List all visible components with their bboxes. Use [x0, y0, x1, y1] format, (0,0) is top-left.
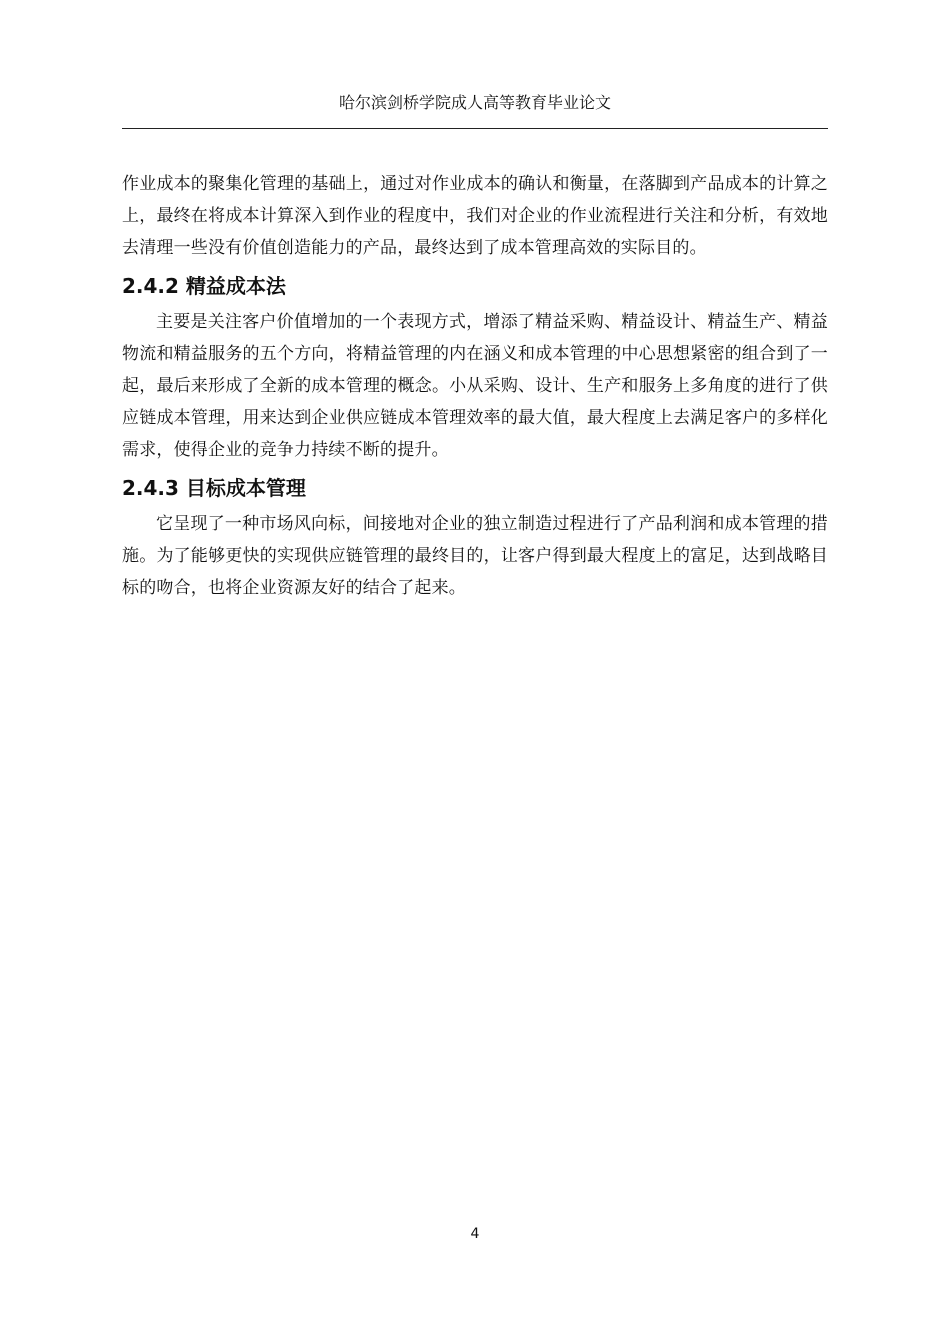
running-header: 哈尔滨剑桥学院成人高等教育毕业论文 [338, 93, 611, 112]
page-number: 4 [470, 1226, 480, 1242]
paragraph-target-cost: 它呈现了一种市场风向标，间接地对企业的独立制造过程进行了产品利润和成本管理的措施。为了能够更快的实现供应链管理的最终目的，让客户得到最大程度上的富足，达到战略目标的吻合，也将企业资源友好的结合了起来。 [122, 514, 828, 598]
section-heading-2-4-2: 2.4.2 精益成本法 [122, 274, 286, 298]
page-body [122, 168, 828, 604]
section-heading-2-4-3: 2.4.3 目标成本管理 [122, 476, 306, 500]
paragraph-continuation: 作业成本的聚集化管理的基础上，通过对作业成本的确认和衡量，在落脚到产品成本的计算之上，最终在将成本计算深入到作业的程度中，我们对企业的作业流程进行关注和分析，有效地去清理一些没有价值创造能力的产品，最终达到了成本管理高效的实际目的。 [122, 174, 828, 258]
paragraph-lean-cost: 主要是关注客户价值增加的一个表现方式，增添了精益采购、精益设计、精益生产、精益物流和精益服务的五个方向，将精益管理的内在涵义和成本管理的中心思想紧密的组合到了一起，最后来形成了全新的成本管理的概念。小从采购、设计、生产和服务上多角度的进行了供应链成本管理，用来达到企业供应链成本管理效率的最大值，最大程度上去满足客户的多样化需求，使得企业的竞争力持续不断的提升。 [122, 312, 828, 460]
header-divider [122, 128, 828, 129]
